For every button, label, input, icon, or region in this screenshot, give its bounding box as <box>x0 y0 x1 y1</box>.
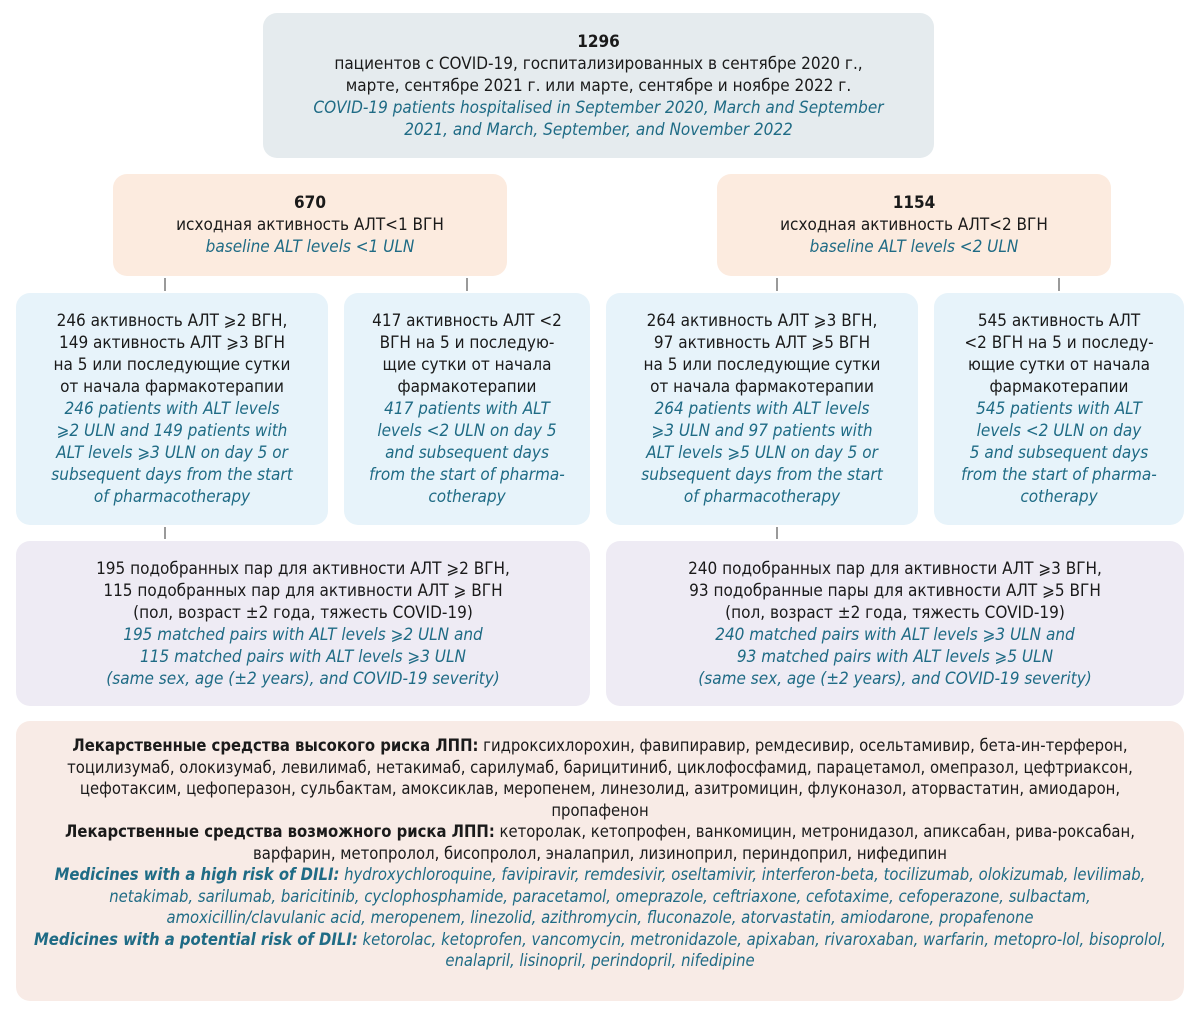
matched-pairs-right-en: 240 matched pairs with ALT levels ⩾3 ULN and 93 matched pairs with ALT levels ⩾5 ULN (same sex, age (±2 years), and COVID-19 severity) <box>698 624 1092 689</box>
possible-risk-ru-lead: Лекарственные средства возможного риска ЛПП: <box>65 822 495 841</box>
matched-pairs-left-ru: 195 подобранных пар для активности АЛТ ⩾2 ВГН, 115 подобранных пар для активности АЛТ ⩾ ВГН (пол, возраст ±2 года, тяжесть COVID-19) <box>96 558 510 623</box>
right-group-box <box>717 174 1111 276</box>
matched-pairs-left-en: 195 matched pairs with ALT levels ⩾2 ULN and 115 matched pairs with ALT levels ⩾3 ULN (same sex, age (±2 years), and COVID-19 severity) <box>106 624 500 689</box>
left-group-box <box>113 174 507 276</box>
high-risk-ru-lead: Лекарственные средства высокого риска ЛПП: <box>72 736 479 755</box>
left-group-ru: исходная активность АЛТ<1 ВГН <box>176 215 444 235</box>
outcome-b-en: 417 patients with ALT levels <2 ULN on day 5 and subsequent days from the start of pharma- cotherapy <box>369 399 565 507</box>
high-risk-ru <box>34 735 1166 821</box>
left-group-en: baseline ALT levels <1 ULN <box>205 237 415 257</box>
outcome-box-c <box>606 293 918 525</box>
connector-left-group-box-a <box>164 278 166 291</box>
outcome-a-ru: 246 активность АЛТ ⩾2 ВГН, 149 активность АЛТ ⩾3 ВГН на 5 или последующие сутки от начала фармакотерапии <box>53 311 291 397</box>
cohort-total-ru: пациентов с COVID-19, госпитализированных в сентябре 2020 г., марте, сентябре 2021 г. или марте, сентябре и ноябре 2022 г. <box>334 53 863 96</box>
medicines-box <box>16 721 1184 1001</box>
right-group-count: 1154 <box>892 193 936 213</box>
connector-box-a-pairs-left <box>164 527 166 539</box>
high-risk-en-lead: Medicines with a high risk of DILI: <box>54 865 340 884</box>
matched-pairs-left-box <box>16 541 590 706</box>
outcome-d-ru: 545 активность АЛТ <2 ВГН на 5 и последу- ющие сутки от начала фармакотерапии <box>964 311 1154 397</box>
high-risk-ru-list: гидроксихлорохин, фавипиравир, ремдесивир, осельтамивир, бета-ин-терферон, тоцилизумаб, олокизумаб, левилимаб, нетакимаб, сарилумаб, барицитиниб, циклофосфамид, парацетамол, омепразол, цефтриаксон, цефотаксим, цефоперазон, сульбактам, амоксиклав, меропенем, линезолид, азитромицин, флуконазол, аторвастатин, амиодарон, пропафенон <box>67 736 1133 820</box>
cohort-total-en: COVID-19 patients hospitalised in September 2020, March and September 2021, and March, September, and November 2022 <box>313 97 884 140</box>
matched-pairs-right-box <box>606 541 1184 706</box>
possible-risk-ru-list: кеторолак, кетопрофен, ванкомицин, метронидазол, апиксабан, рива-роксабан, варфарин, метопролол, бисопролол, эналаприл, лизиноприл, периндоприл, нифедипин <box>253 822 1135 863</box>
outcome-b-ru: 417 активность АЛТ <2 ВГН на 5 и последую- щие сутки от начала фармакотерапии <box>372 311 562 397</box>
high-risk-en-list: hydroxychloroquine, favipiravir, remdesivir, oseltamivir, interferon-beta, tocilizumab, olokizumab, levilimab, netakimab, sarilumab, baricitinib, cyclophosphamide, paracetamol, omeprazole, ceftriaxone, cefotaxime, cefoperazone, sulbactam, amoxicillin/clavulanic acid, meropenem, linezolid, azithromycin, fluconazole, atorvastatin, amiodarone, propafenone <box>109 865 1146 927</box>
outcome-box-b <box>344 293 590 525</box>
outcome-c-en: 264 patients with ALT levels ⩾3 ULN and 97 patients with ALT levels ⩾5 ULN on day 5 or subsequent days from the start of pharmacotherapy <box>641 399 883 507</box>
connector-box-c-pairs-right <box>776 527 778 539</box>
possible-risk-en-list: ketorolac, ketoprofen, vancomycin, metronidazole, apixaban, rivaroxaban, warfarin, metopro-lol, bisoprolol, enalapril, lisinopril, perindopril, nifedipine <box>357 929 1166 970</box>
possible-risk-en <box>34 929 1166 972</box>
outcome-c-ru: 264 активность АЛТ ⩾3 ВГН, 97 активность АЛТ ⩾5 ВГН на 5 или последующие сутки от начала фармакотерапии <box>643 311 881 397</box>
outcome-a-en: 246 patients with ALT levels ⩾2 ULN and 149 patients with ALT levels ⩾3 ULN on day 5 or subsequent days from the start of pharmacotherapy <box>51 399 293 507</box>
outcome-box-a <box>16 293 328 525</box>
matched-pairs-right-ru: 240 подобранных пар для активности АЛТ ⩾3 ВГН, 93 подобранные пары для активности АЛТ ⩾5 ВГН (пол, возраст ±2 года, тяжесть COVID-19) <box>688 558 1102 623</box>
high-risk-en <box>34 864 1166 929</box>
cohort-total-box <box>263 13 934 158</box>
outcome-d-en: 545 patients with ALT levels <2 ULN on day 5 and subsequent days from the start of pharma- cotherapy <box>961 399 1157 507</box>
right-group-ru: исходная активность АЛТ<2 ВГН <box>780 215 1048 235</box>
possible-risk-ru <box>34 821 1166 864</box>
cohort-total-count: 1296 <box>577 31 620 52</box>
outcome-box-d <box>934 293 1184 525</box>
connector-right-group-box-d <box>1058 278 1060 291</box>
connector-left-group-box-b <box>466 278 468 291</box>
connector-right-group-box-c <box>776 278 778 291</box>
left-group-count: 670 <box>294 193 326 213</box>
possible-risk-en-lead: Medicines with a potential risk of DILI: <box>34 929 358 949</box>
right-group-en: baseline ALT levels <2 ULN <box>809 237 1019 257</box>
